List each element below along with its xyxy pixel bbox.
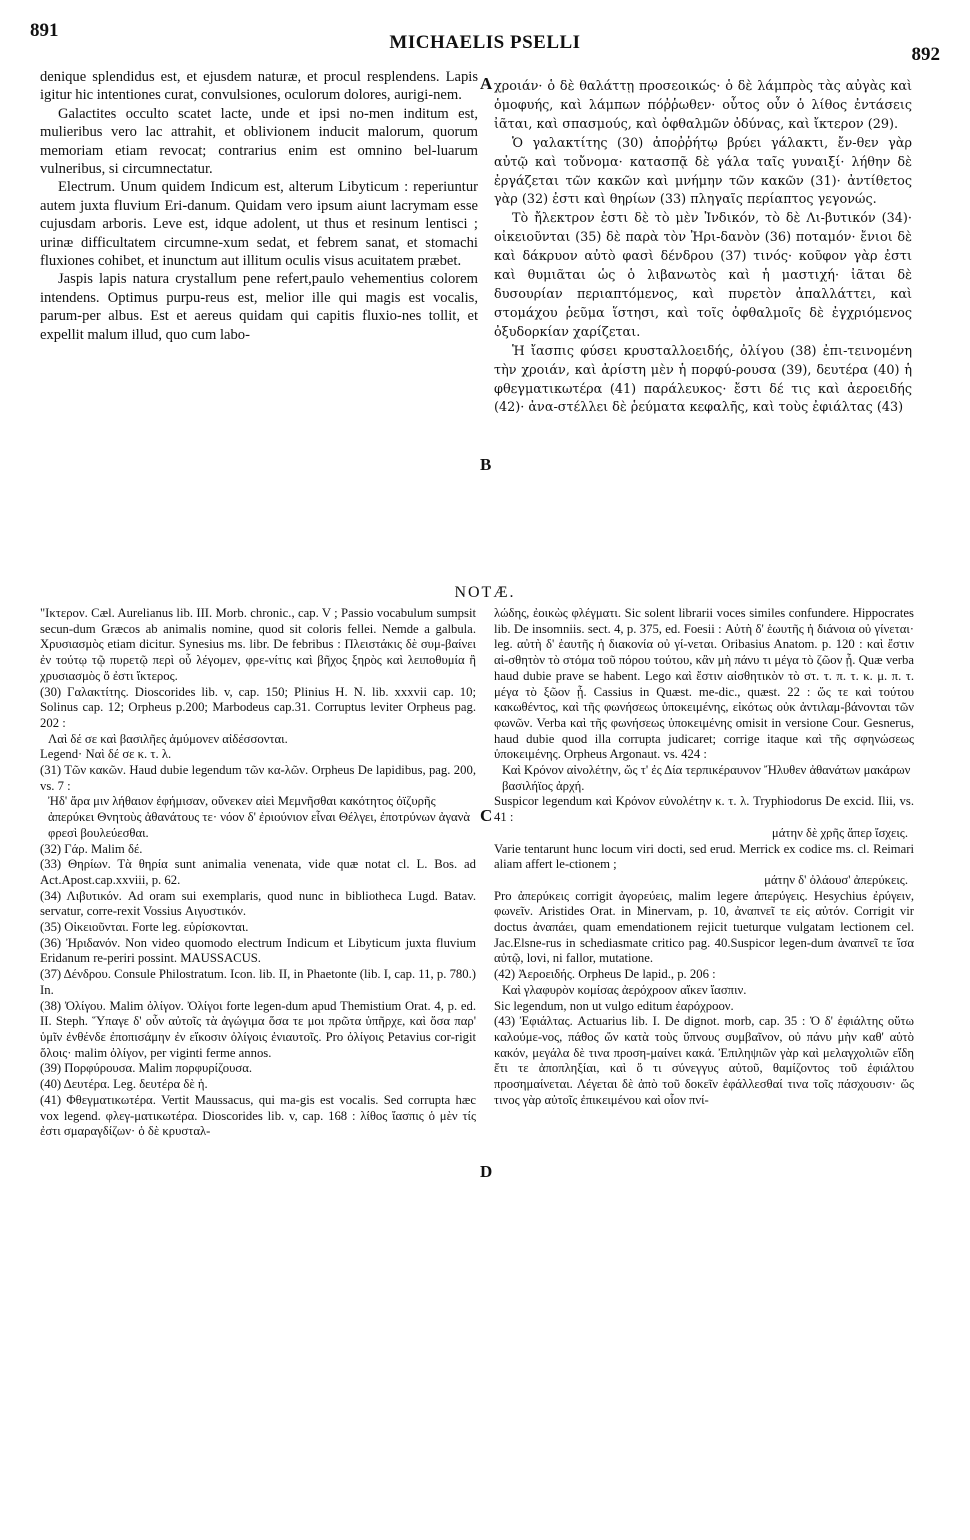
note-entry: μάτην δ' ὀλάουσ' ἀπερύκεις. xyxy=(764,872,908,887)
greek-text-column xyxy=(494,78,912,418)
note-entry: Ἠδ' ἄρα μιν λήθαιον ἐφήμισαν, οὕνεκεν αἰεὶ Μεμνῆσθαι κακότητος ὀϊζυρῆς ἀπερύκει Θνητοὺς ἀθανάτους τε· νόον δ' ἐριούνιον εἶναι Θέλγει, ἐποτρύνων ἀγανὰ φρεσὶ βουλεύεσθαι. xyxy=(48,794,471,840)
latin-paragraph: denique splendidus est, et ejusdem naturæ, et procul resplendens. Lapis igitur hic intentiones curat, convulsiones, oculorum dolores, aurigi-nem. xyxy=(40,69,478,104)
note-entry: (40) Δευτέρα. Leg. δευτέρα δὲ ἡ. xyxy=(40,1077,208,1092)
greek-paragraph: χροιάν· ὁ δὲ θαλάττῃ προσεοικώς· ὁ δὲ λάμπρὸς τὰς αὐγὰς καὶ ὁμοφυής, καὶ λάμπων πόῤῥωθεν· οὗτος οὖν ὁ λίθος ἐντάσεις ἰᾶται, καὶ σπασμούς, καὶ ὀφθαλμῶν ὀδύνας, καὶ ἴκτερον (29). xyxy=(494,79,912,132)
margin-mark-b: B xyxy=(480,455,492,474)
running-header xyxy=(30,14,940,65)
note-entry: (35) Οἰκειοῦνται. Forte leg. εὑρίσκονται. xyxy=(40,920,249,935)
page-number-right: 892 xyxy=(911,44,940,65)
note-entry: Legend· Ναὶ δέ σε κ. τ. λ. xyxy=(40,747,172,762)
note-entry: (38) Ὀλίγου. Malim ὀλίγον. Ὀλίγοι forte legen-dum apud Themistium Orat. 4, p. ed. II. Steph. Ὕπαγε δ' οὖν αὐτοῖς τὰ ἀγώγιμα ὅσα τε μοι πρῶτα ὑπῆρχε, καὶ ὅσα παρ' ὑμῖν ἐνθένδε ἐποπισάμην ἐν εἴκοσιν ὀλίγοις ἐνιαυτοῖς. Pro ὀλίγοις Petavius cor-rigit ὅλοις· malim ὀλίγον, per viginti ferme annos. xyxy=(40,998,476,1060)
latin-paragraph: Electrum. Unum quidem Indicum est, alterum Libyticum : reperiuntur autem juxta fluvium Eri-danum. Quidam vero ipsum aiunt lacrymam esse cujusdam arboris. Leve est, idque adolent, ut thus et resinum lentisci ; urinæ difficultatem circumne-xum sedat, et febrem sanat, et stomachi fluxiones cohibet, et inunctum aut illitum oculis visus acuitatem præbet. xyxy=(40,179,478,270)
notes-left-column xyxy=(40,606,476,1140)
note-entry: (33) Θηρίων. Τὰ θηρία sunt animalia venenata, vide quæ notat cl. L. Bos. ad Act.Apost.cap.xxviii, p. 62. xyxy=(40,857,476,887)
note-entry: (39) Πορφύρουσα. Malim πορφυρίζουσα. xyxy=(40,1061,253,1076)
margin-mark-c: C xyxy=(480,806,493,825)
note-entry: Καὶ Κρόνον αἰνολέτην, ὥς τ' ἐς Δία τερπικέραυνον Ἤλυθεν ἀθανάτων μακάρων βασιλήϊος ἀρχή. xyxy=(502,763,911,793)
greek-paragraph: Ἡ ἴασπις φύσει κρυσταλλοειδής, ὀλίγου (38) ἐπι-τεινομένη τὴν χροιάν, καὶ ἀρίστη μὲν ἡ πορφύ-ρουσα (39), δευτέρα (40) ἡ φθεγματικωτέρα (41) παράλευκος· ἔστι δέ τις καὶ ἀεροειδής (42)· ἀνα-στέλλει δὲ ῥεύματα κεφαλῆς, καὶ τοὺς ἐφιάλτας (43) xyxy=(494,343,912,416)
note-entry: Καὶ γλαφυρὸν κομίσας ἀερόχροον αἴκεν ἴασπιν. xyxy=(502,982,747,997)
notes-heading: NOTÆ. xyxy=(454,584,516,601)
note-entry: Sic legendum, non ut vulgo editum ἐαρόχροον. xyxy=(494,998,734,1013)
note-entry: (37) Δένδρου. Consule Philostratum. Icon. lib. II, in Phaetonte (lib. I, cap. 11, p. 780.) In. xyxy=(40,967,476,997)
page-number-left: 891 xyxy=(30,20,59,41)
note-entry: (43) Ἐφιάλτας. Actuarius lib. I. De dignot. morb, cap. 35 : Ὁ δ' ἐφιάλτης οὕτω καλούμε-νος, πάθος ὤν κατὰ τοὺς ὕπνους συμβαῖνον, οὐ πάνυ μὴν καθ' αὑτὸ κακόν, μεγάλα δὲ τινα προση-μαίνει κακά. Ἐπιληψιῶν γὰρ καὶ μελαγχολιῶν εἴδη ἔτι τε ἀποπληξίαι, καὶ ὅ τι σύνεγγυς αὐτοῦ, θαμίζοντος τοῦ ἐφιάλτου προσημαίνεται. Λέγεται δὲ ἀπὸ τοῦ δοκεῖν ἐφάλλεσθαί τινα τοῖς πάσχουσιν· ὥς τινος γὰρ αὐτοῖς ἐπικειμένου καὶ οἷον πνί- xyxy=(494,1014,914,1107)
note-entry: (30) Γαλακτίτης. Dioscorides lib. v, cap. 150; Plinius H. N. lib. xxxvii cap. 10; Solinus cap. 12; Orpheus p.200; Marbodeus cap.31. Corruptus leviter Orpheus pag. 202 : xyxy=(40,684,476,730)
latin-paragraph: Galactites occulto scatet lacte, unde et ipsi no-men inditum est, mulieribus vero lac attrahit, et oblivionem inducit malorum, quorum memoriam etiam revocat; contrarius enim est omnino bel-luarum vulneribus, si circumnectatur. xyxy=(40,105,478,178)
note-entry: "Ικτερον. Cæl. Aurelianus lib. III. Morb. chronic., cap. V ; Passio vocabulum sumpsit secun-dum Græcos ab animalis nomine, quod sit coloris fellei. Nemde a galbula. Χρυσιασμὸς etiam dicitur. Synesius ms. libr. De febribus : Πλειστάκις δὲ συμ-βαίνει ἐν τούτῳ τῷ πυρετῷ περὶ οὗ λέγομεν, φρε-νίτις καὶ βῆχος ξηρὸς καὶ λειποθυμία ἢ χρυσιασμὸς ὅ ἐστι ἴκτερος. xyxy=(40,606,476,683)
note-entry: (36) Ἠριδανόν. Non video quomodo electrum Indicum et Libyticum juxta fluvium Eridanum re-periri possint. MAUSSACUS. xyxy=(40,935,476,966)
greek-paragraph: Τὸ ἤλεκτρον ἐστι δὲ τὸ μὲν Ἰνδικόν, τὸ δὲ Λι-βυτικόν (34)· οἰκειοῦνται (35) δὲ παρὰ τὸν Ἠρι-δανὸν (36) ποταμόν· ἔνιοι δὲ καὶ δάκρυον αὐτὸ φασὶ δένδρου (37) τινός· κοῦφον γὰρ ἐστι καὶ θυμιᾶται ὡς ὁ λιβανωτὸς καὶ ἡ μαστιχή· ἰᾶται δὲ δυσουρίαν περιαπτόμενος, καὶ πυρετὸν ἀπαλλάττει, καὶ στομάχου ῥεῦμα ἵστησι, καὶ τοῖς ὀφθαλμοῖς δὲ ἐγχριόμενος ὀξυδορκίαν χαρίζεται. xyxy=(494,211,912,340)
note-entry: Λαὶ δέ σε καὶ βασιλῆες ἀμύμονεν αἰδέσσονται. xyxy=(48,731,288,746)
note-entry: μάτην δὲ χρῆς ἅπερ ἴσχεις. xyxy=(771,825,908,840)
note-entry: (42) Ἀεροειδής. Orpheus De lapid., p. 206 : xyxy=(494,967,716,982)
note-entry: (41) Φθεγματικωτέρα. Vertit Maussacus, qui ma-gis est vocalis. Sed corrupta hæc vox legend. φλεγ-ματικωτέρα. Dioscorides lib. v, cap. 168 : λίθος ἴασπις ὁ μὲν τίς ἐστι σμαραγδίζων· ὁ δὲ κρυσταλ- xyxy=(40,1092,476,1139)
note-entry: Varie tentarunt hunc locum viri docti, sed erud. Merrick ex codice ms. cl. Reimari aliam affert le-ctionem ; xyxy=(494,841,914,872)
note-entry: λώδης, ἐοικὼς φλέγματι. Sic solent librarii voces similes confundere. Hippocrates lib. De insomniis. sect. 4, p. 375, ed. Foesii : Αὐτὴ δ' ἑωυτῆς ἡ διάνοια οὐ γίνεται· leg. αὐτὴ δ' ἑαυτῆς ἡ διακονία οὐ γί-νεται. Oribasius Anatom. p. 120 : καὶ ἔστιν αἰ-σθητὸν τὸ στόμα τοῦ πόρου τούτου, κἂν μὴ πάνυ τι μέγα τὸ ζῶον ᾖ. Quæ verba haud dubie prave se habent. Lego καὶ ἔστιν αἰσθητικὸν τὸ στ. τ. π. τ. κ. μ. π. τ. μέγα τὸ ξῶον ᾖ. Cassius in Quæst. me-dic., quæst. 22 : ὥς τε καὶ τούτου κακωθέντος, καὶ τῆς φωνήσεως ὑποκειμένης, εἰκότως οὐκ ἀντιλαμ-βάνονται τῶν φωνῶν. Verba καὶ τῆς φωνήσεως ὑποκειμένης omisit in versione Cour. Gesnerus, haud dubie quod illa corrupta judicaret; corrige itaque καὶ τῆς σφηνώσεως ὑποκειμένης. Orpheus Argonaut. vs. 424 : xyxy=(494,606,914,762)
note-entry: Pro ἀπερύκεις corrigit ἀγορεύεις, malim legere ἀπερύγεις. Hesychius ἐρύγειν, φωνεῖν. Aristides Orat. in Minervam, p. 10, ἀναπνεῖ τε εἰς αὐτόν. Corrigit vir doctus ἀναπάει, quam emendationem rejicit tueturque vulgatam lectionem cel. Jac.Elsne-rus in schediasmate critico pag. 40.Suspicor legen-dum ἀναπνεῖ τε ἴσα αὐτῷ, lovi, ni fallor, mutatione. xyxy=(494,888,914,966)
notes-right-column xyxy=(494,606,914,1109)
note-entry: (32) Γάρ. Malim δέ. xyxy=(40,841,143,856)
note-entry: Suspicor legendum καὶ Κρόνον εὐνολέτην κ. τ. λ. Tryphiodorus De excid. Ilii, vs. 41 : xyxy=(494,794,914,825)
margin-mark-d: D xyxy=(480,1162,493,1181)
note-entry: (34) Λιβυτικόν. Ad oram sui exemplaris, quod nunc in bibliotheca Lugd. Batav. servatur, corre-rexit Vossius Αιγυστικόν. xyxy=(40,888,476,919)
greek-paragraph: Ὁ γαλακτίτης (30) ἀποῤῥήτῳ βρύει γάλακτι, ἔν-θεν γὰρ αὐτῷ καὶ τοὔνομα· κατασπᾷ δὲ γάλα ταῖς γυναιξί· λήθην δὲ ἐργάζεται τῶν κακῶν καὶ μνήμην τῶν κακῶν (31)· ἀντίθετος γὰρ (32) ἐστι καὶ θηρίων (33) πληγαῖς περίαπτος γεγονώς. xyxy=(494,135,912,208)
note-entry: (31) Τῶν κακῶν. Haud dubie legendum τῶν κα-λῶν. Orpheus De lapidibus, pag. 200, vs. 7 : xyxy=(40,763,476,793)
running-title: MICHAELIS PSELLI xyxy=(389,32,581,53)
latin-translation-column xyxy=(40,68,478,344)
margin-mark-a: A xyxy=(480,74,493,93)
latin-paragraph: Jaspis lapis natura crystallum pene refert,paulo vehementius colorem intendens. Optimus purpu-reus est, melior ille qui magis est vocalis, parum-per albus. Est et aereus quidam qui capitis fluxio-nes tollit, et expellit malum illud, quo cum labo- xyxy=(40,271,478,343)
